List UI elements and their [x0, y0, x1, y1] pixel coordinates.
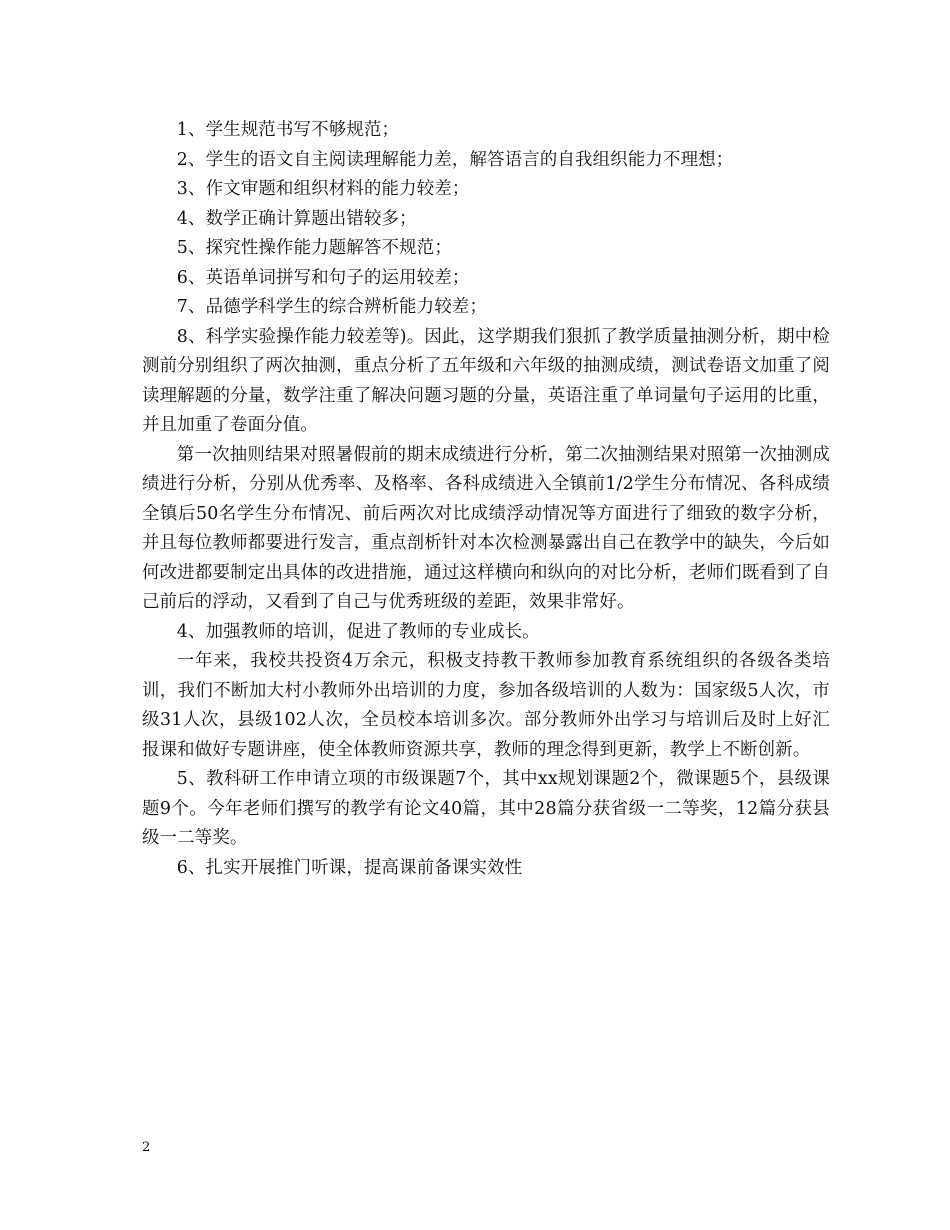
paragraph-test-analysis: 第一次抽则结果对照暑假前的期末成绩进行分析，第二次抽测结果对照第一次抽测成绩进行分析，分别从优秀率、及格率、各科成绩进入全镇前1/2学生分布情况、各科成绩全镇后50名学生分布情况、前后两次对比成绩浮动情况等方面进行了细致的数字分析，并且每位教师都要进行发言，重点剖析针对本次检测暴露出自己在教学中的缺失，今后如何改进都要制定出具体的改进措施，通过这样横向和纵向的对比分析，老师们既看到了自己前后的浮动，又看到了自己与优秀班级的差距，效果非常好。 [142, 444, 830, 612]
list-item-english: 6、英语单词拼写和句子的运用较差； [176, 267, 470, 288]
paragraph-science-and-testing: 8、科学实验操作能力较差等)。因此，这学期我们狠抓了教学质量抽测分析，期中检测前分别组织了两次抽测，重点分析了五年级和六年级的抽测成绩，测试卷语文加重了阅读理解题的分量，数学注重了解决问题习题的分量，英语注重了单词量句子运用的比重，并且加重了卷面分值。 [142, 326, 830, 435]
page-body [142, 116, 830, 883]
paragraph-research-projects: 5、教科研工作申请立项的市级课题7个，其中xx规划课题2个，微课题5个，县级课题9个。今年老师们撰写的教学有论文40篇，其中28篇分获省级一二等奖，12篇分获县级一二等奖。 [142, 769, 830, 848]
list-item-inquiry: 5、探究性操作能力题解答不规范； [176, 238, 452, 258]
list-item-math: 4、数学正确计算题出错较多； [176, 208, 417, 229]
section-heading-teacher-training: 4、加强教师的培训，促进了教师的专业成长。 [176, 621, 540, 642]
section-heading-classroom-observation: 6、扎实开展推门听课，提高课前备课实效性 [176, 857, 523, 878]
list-item-writing: 1、学生规范书写不够规范； [176, 120, 400, 140]
paragraph-training-investment: 一年来，我校共投资4万余元，积极支持教干教师参加教育系统组织的各级各类培训，我们不断加大村小教师外出培训的力度，参加各级培训的人数为：国家级5人次，市级31人次，县级102人次，全员校本培训多次。部分教师外出学习与培训后及时上好汇报课和做好专题讲座，使全体教师资源共享，教师的理念得到更新，教学上不断创新。 [142, 651, 830, 760]
list-item-composition: 3、作文审题和组织材料的能力较差； [176, 179, 470, 199]
list-item-moral: 7、品德学科学生的综合辨析能力较差； [176, 297, 488, 317]
page-number: 2 [142, 1140, 151, 1155]
list-item-reading: 2、学生的语文自主阅读理解能力差，解答语言的自我组织能力不理想； [176, 149, 734, 170]
